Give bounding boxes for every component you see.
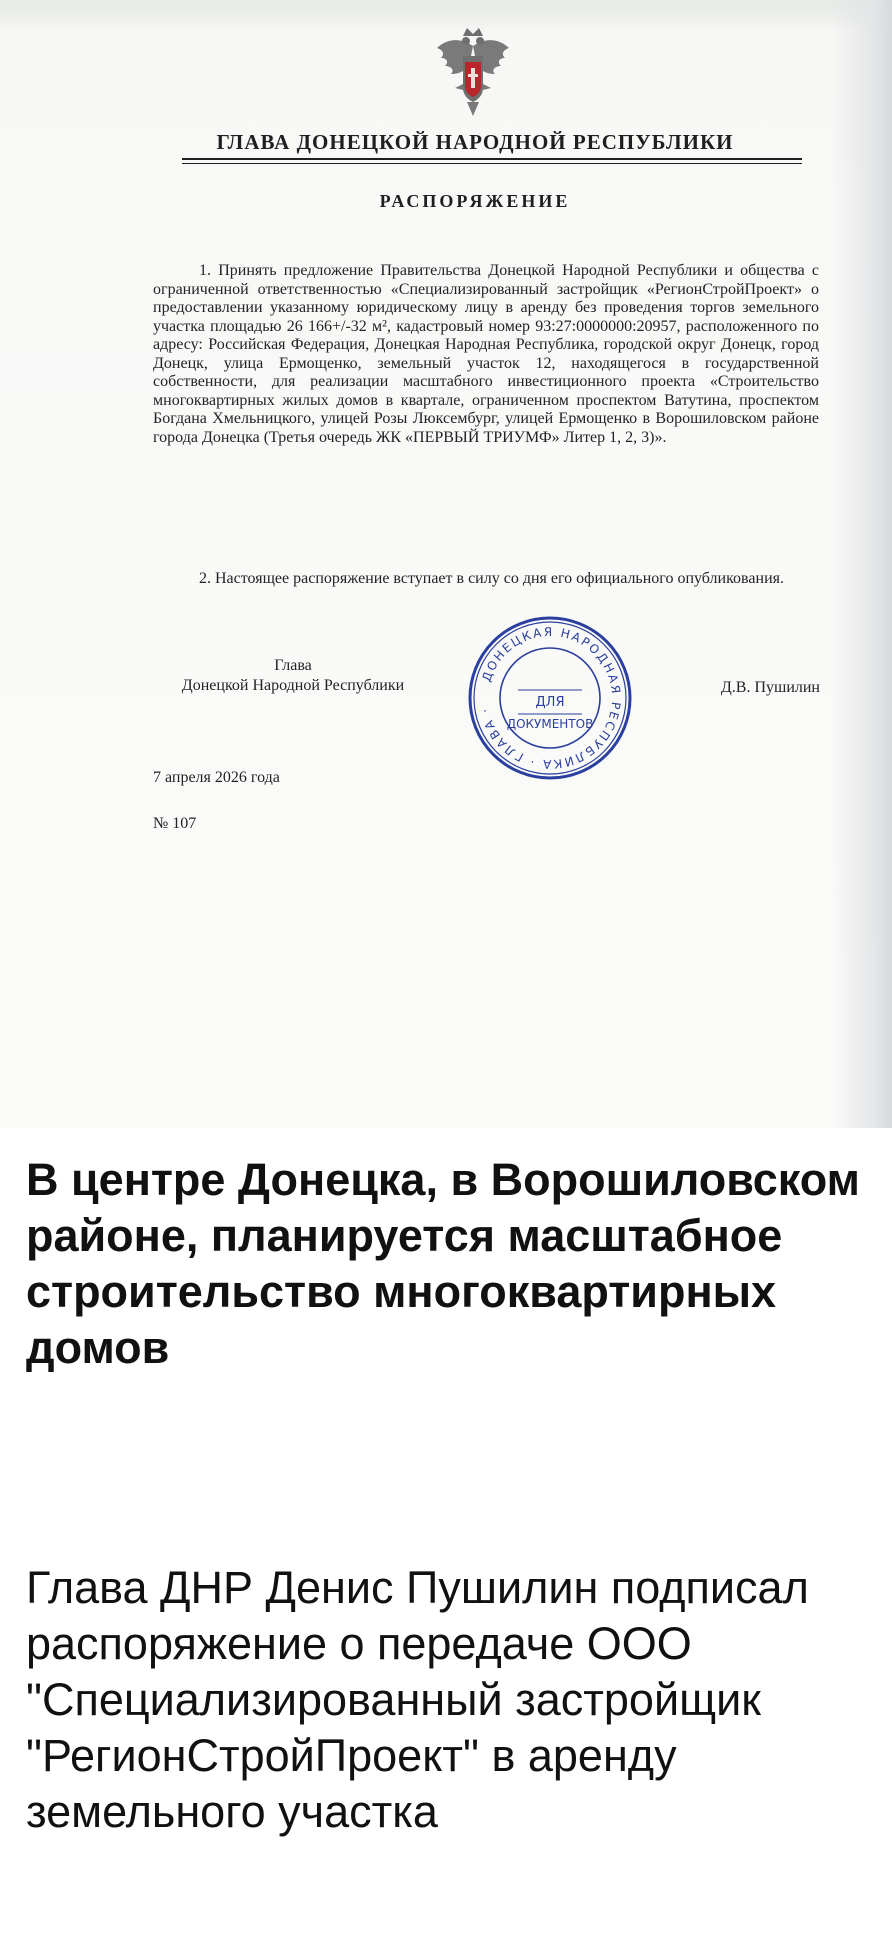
round-seal-icon: [466, 614, 634, 782]
header-rule-thin: [182, 163, 802, 164]
signatory-title-line1: Глава: [274, 657, 312, 674]
document-header: ГЛАВА ДОНЕЦКОЙ НАРОДНОЙ РЕСПУБЛИКИ: [216, 130, 734, 154]
signatory-name: Д.В. Пушилин: [720, 679, 820, 696]
photo-shade-right: [832, 0, 892, 1128]
header-rule-thick: [182, 158, 802, 160]
paragraph-2-text: 2. Настоящее распоряжение вступает в силу со дня его официального опубликования.: [199, 570, 784, 587]
document-paragraph-1: [153, 262, 819, 447]
signatory-title: [153, 656, 433, 696]
article-headline: В центре Донецка, в Ворошиловском районе, планируется масштабное строительство многоквартирных домов: [26, 1154, 860, 1373]
seal-center-line2: ДОКУМЕНТОВ: [506, 717, 594, 731]
document-date: 7 апреля 2026 года: [153, 769, 280, 786]
seal-ring-text: ДОНЕЦКАЯ НАРОДНАЯ РЕСПУБЛИКА · ГЛАВА ·: [477, 624, 624, 772]
signatory-title-line2: Донецкой Народной Республики: [181, 677, 405, 694]
paragraph-1-text: 1. Принять предложение Правительства Донецкой Народной Республики и общества с ограниченной ответственностью «Специализированный застройщик «РегионСтройПроект» о предоставлении указанному юридическому лицу в аренду без проведения торгов земельного участка площадью 26 166+/-32 м², кадастровый номер 93:27:0000000:20957, расположенного по адресу: Российская Федерация, Донецкая Народная Республика, городской округ Донецк, город Донецк, улица Ермощенко, земельный участок 12, находящегося в государственной собственности, для реализации масштабного инвестиционного проекта «Строительство многоквартирных жилых домов в квартале, ограниченном проспектом Ватутина, проспектом Богдана Хмельницкого, улицей Розы Люксембург, улицей Ермощенко в Ворошиловском районе города Донецка (Третья очередь ЖК «ПЕРВЫЙ ТРИУМФ» Литер 1, 2, 3)».: [153, 262, 819, 446]
coat-of-arms-icon: [433, 26, 513, 118]
document-subtitle: РАСПОРЯЖЕНИЕ: [379, 191, 571, 211]
document-number: № 107: [153, 815, 197, 832]
article-body: Глава ДНР Денис Пушилин подписал распоряжение о передаче ООО "Специализированный застройщик "РегионСтройПроект" в аренду земельного участка: [26, 1562, 809, 1837]
document-paragraph-2: [153, 570, 819, 589]
seal-center-line1: ДЛЯ: [535, 695, 565, 710]
